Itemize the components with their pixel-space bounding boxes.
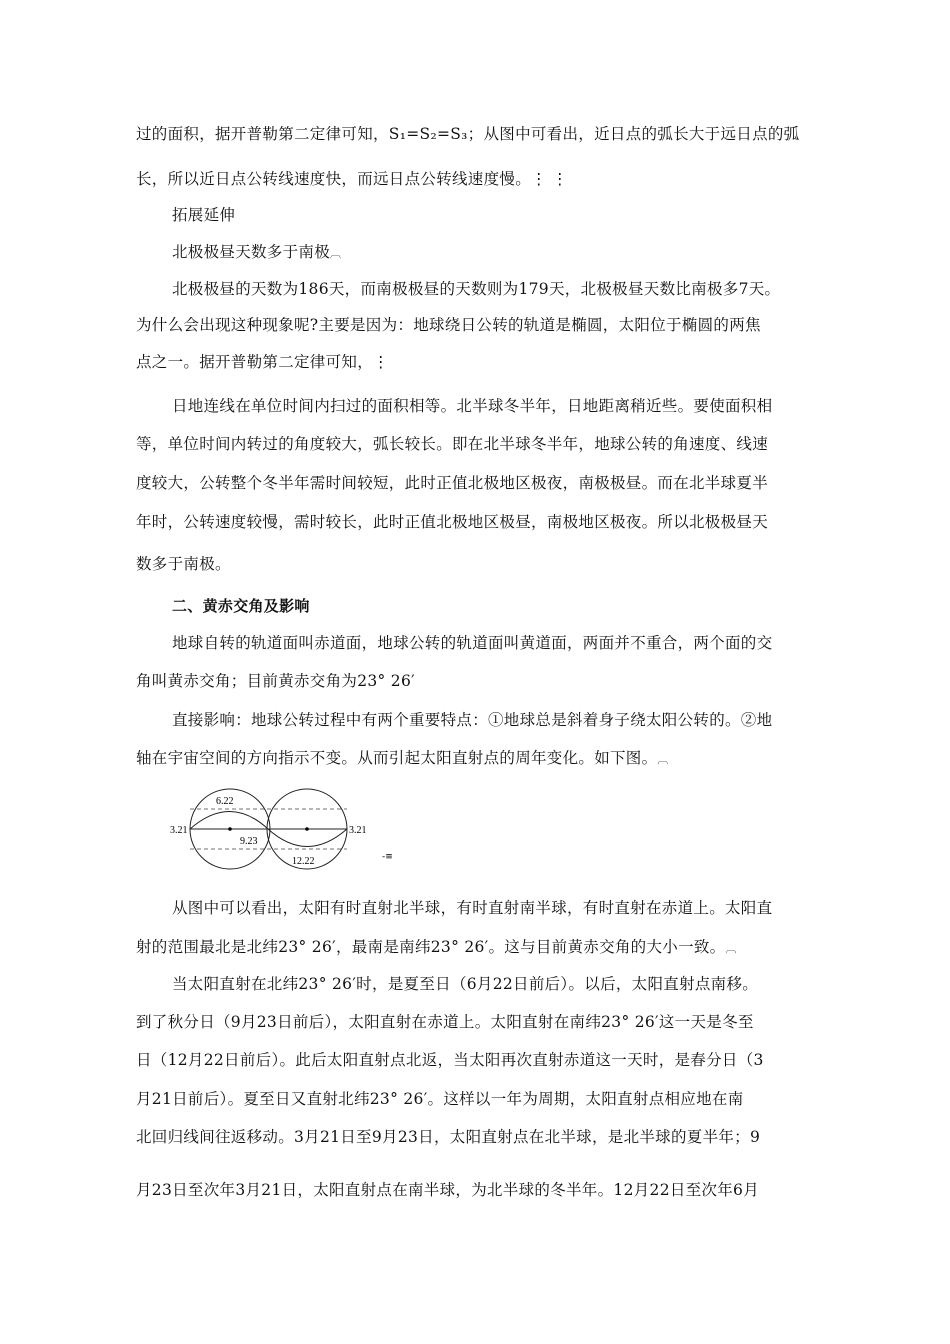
label-winter-solstice: 12.22: [292, 856, 315, 867]
paragraph-line: 年时，公转速度较慢，需时较长，此时正值北极地区极昼，南极地区极夜。所以北极极昼天: [136, 513, 769, 531]
stray-mark: -≡: [382, 852, 393, 862]
section-label-extension: 拓展延伸: [172, 206, 236, 224]
paragraph-line: 轴在宇宙空间的方向指示不变。从而引起太阳直射点的周年变化。如下图。︹: [136, 749, 669, 767]
label-autumn-equinox: 9.23: [240, 836, 258, 847]
paragraph-line: 当太阳直射在北纬23° 26′时，是夏至日（6月22日前后）。以后，太阳直射点南移。: [172, 975, 759, 993]
paragraph-line: 月21日前后）。夏至日又直射北纬23° 26′。这样以一年为周期，太阳直射点相应地在南: [136, 1090, 744, 1108]
paragraph-line: 北回归线间往返移动。3月21日至9月23日，太阳直射点在北半球，是北半球的夏半年；9: [136, 1128, 761, 1146]
southward-path: [268, 829, 347, 847]
northward-path: [190, 812, 268, 830]
paragraph-line: 度较大，公转整个冬半年需时间较短，此时正值北极地区极夜，南极极昼。而在北半球夏半: [136, 474, 769, 492]
paragraph-line: 射的范围最北是北纬23° 26′，最南是南纬23° 26′。这与目前黄赤交角的大小一致。︹: [136, 938, 737, 956]
paragraph-line: 北极极昼的天数为186天，而南极极昼的天数则为179天，北极极昼天数比南极多7天。: [172, 280, 781, 298]
subheading: 北极极昼天数多于南极︹: [172, 243, 342, 261]
paragraph-line: 日（12月22日前后）。此后太阳直射点北返，当太阳再次直射赤道这一天时，是春分日（3: [136, 1051, 764, 1069]
paragraph-line: 地球自转的轨道面叫赤道面，地球公转的轨道面叫黄道面，两面并不重合，两个面的交: [172, 634, 773, 652]
paragraph-line: 从图中可以看出，太阳有时直射北半球，有时直射南半球，有时直射在赤道上。太阳直: [172, 899, 773, 917]
paragraph-line: 角叫黄赤交角；目前黄赤交角为23° 26′: [136, 672, 415, 690]
paragraph-line: 到了秋分日（9月23日前后），太阳直射在赤道上。太阳直射在南纬23° 26′这一天是冬至: [136, 1013, 754, 1031]
label-summer-solstice: 6.22: [216, 796, 234, 807]
paragraph-line: 数多于南极。: [136, 555, 231, 573]
paragraph-line: 点之一。据开普勒第二定律可知，⋮: [136, 353, 389, 371]
paragraph-line: 为什么会出现这种现象呢?主要是因为：地球绕日公转的轨道是椭圆，太阳位于椭圆的两焦: [136, 316, 761, 334]
paragraph-line: 日地连线在单位时间内扫过的面积相等。北半球冬半年，日地距离稍近些。要使面积相: [172, 397, 773, 415]
paragraph-line: 过的面积，据开普勒第二定律可知，S₁=S₂=S₃；从图中可看出，近日点的弧长大于远日点的弧: [136, 125, 800, 143]
sun-direct-point-diagram: [168, 786, 398, 872]
paragraph-line: 直接影响：地球公转过程中有两个重要特点：①地球总是斜着身子绕太阳公转的。②地: [172, 711, 773, 729]
label-spring-equinox-left: 3.21: [170, 825, 188, 836]
label-spring-equinox-right: 3.21: [349, 825, 367, 836]
paragraph-line: 长，所以近日点公转线速度快，而远日点公转线速度慢。⋮ ⋮: [136, 170, 568, 188]
orbit-diagram-svg: [168, 786, 398, 872]
paragraph-line: 等，单位时间内转过的角度较大，弧长较长。即在北半球冬半年，地球公转的角速度、线速: [136, 435, 769, 453]
paragraph-line: 月23日至次年3月21日，太阳直射点在南半球，为北半球的冬半年。12月22日至次年6月: [136, 1181, 760, 1199]
section-heading: 二、黄赤交角及影响: [172, 597, 310, 615]
left-center-dot: [228, 827, 232, 831]
right-center-dot: [305, 827, 309, 831]
